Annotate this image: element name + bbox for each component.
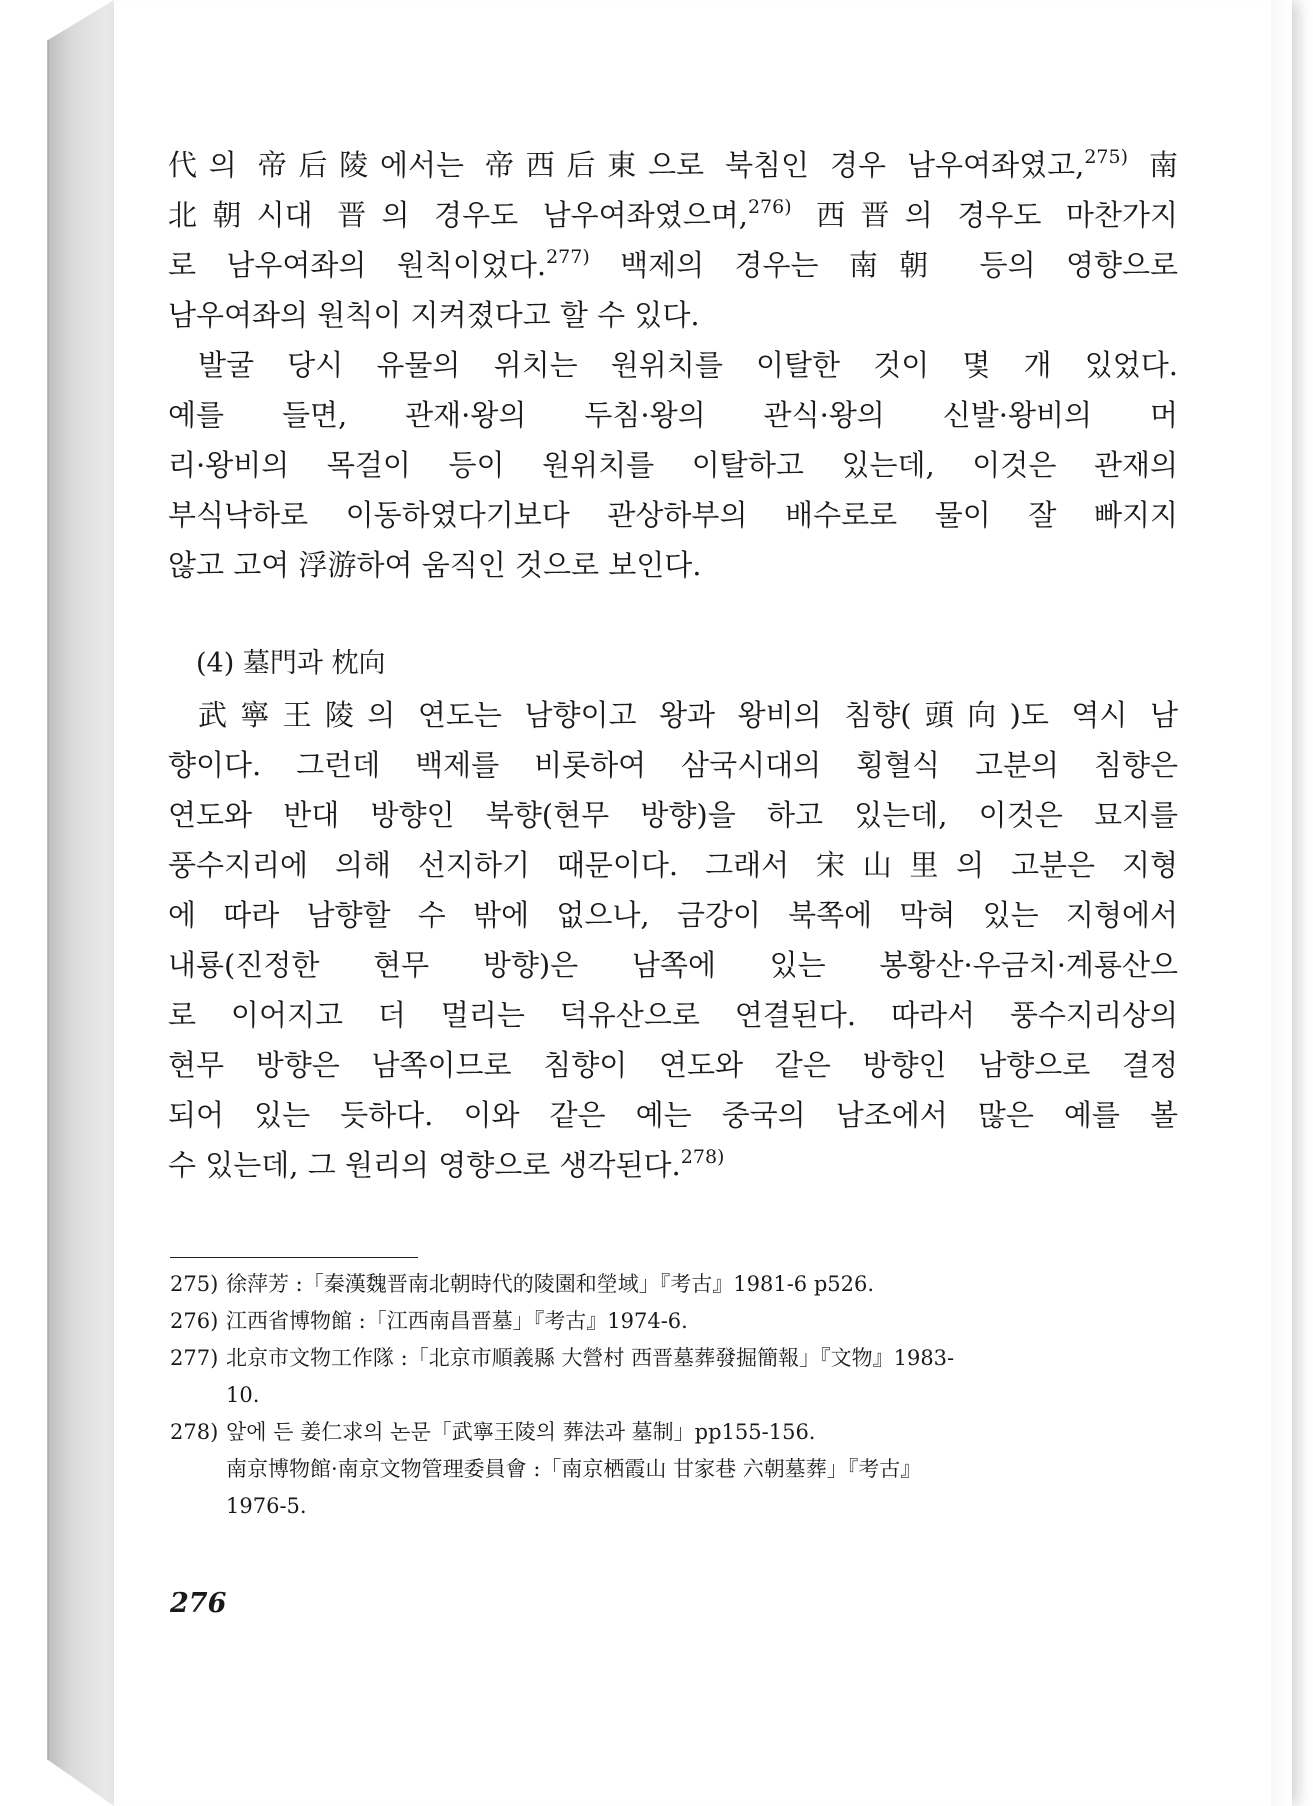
footnote-277 xyxy=(170,1340,1180,1377)
text-line: 향이다. 그런데 백제를 비롯하여 삼국시대의 횡혈식 고분의 침향은 xyxy=(168,748,1178,782)
footnote-ref[interactable]: 275) xyxy=(1084,146,1129,168)
footnote-278 xyxy=(170,1414,1180,1451)
text-line: 풍수지리에 의해 선지하기 때문이다. 그래서 宋山里의 고분은 지형 xyxy=(168,848,1178,882)
text-line: 되어 있는 듯하다. 이와 같은 예는 중국의 남조에서 많은 예를 볼 xyxy=(168,1098,1178,1132)
text-line: 현무 방향은 남쪽이므로 침향이 연도와 같은 방향인 남향으로 결정 xyxy=(168,1048,1178,1082)
footnote-text: 江西省博物館 :「江西南昌晋墓」『考古』1974-6. xyxy=(226,1309,688,1333)
footnote-number: 277) xyxy=(170,1346,219,1370)
footnote-276 xyxy=(170,1303,1180,1340)
book-spine xyxy=(0,0,118,1806)
text-line: 武寧王陵의 연도는 남향이고 왕과 왕비의 침향(頭向)도 역시 남 xyxy=(198,698,1178,732)
footnote-divider xyxy=(170,1257,418,1258)
footnotes xyxy=(170,1266,1180,1525)
text-line: 예를 들면, 관재·왕의 두침·왕의 관식·왕의 신발·왕비의 머 xyxy=(168,398,1178,432)
text-line: 수 있는데, 그 원리의 영향으로 생각된다.$^{278)}$ xyxy=(168,1146,725,1182)
text-line: 남우여좌의 원칙이 지켜졌다고 할 수 있다. xyxy=(168,298,700,332)
section-heading: (4) 墓門과 枕向 xyxy=(196,648,386,679)
footnote-continuation: 1976-5. xyxy=(226,1494,307,1518)
text-line: 로 이어지고 더 멀리는 덕유산으로 연결된다. 따라서 풍수지리상의 xyxy=(168,998,1178,1032)
footnote-text: 앞에 든 姜仁求의 논문「武寧王陵의 葬法과 墓制」pp155-156. xyxy=(226,1420,816,1444)
page-edge xyxy=(1271,0,1292,1806)
footnote-ref[interactable]: 276) xyxy=(747,196,792,218)
text-line: 에 따라 남향할 수 밖에 없으나, 금강이 북쪽에 막혀 있는 지형에서 xyxy=(168,898,1178,932)
text-line: 발굴 당시 유물의 위치는 원위치를 이탈한 것이 몇 개 있었다. xyxy=(198,348,1178,382)
text-line: 않고 고여 浮游하여 움직인 것으로 보인다. xyxy=(168,548,702,582)
footnote-continuation: 10. xyxy=(226,1383,260,1407)
footnote-text: 徐萍芳 :「秦漢魏晋南北朝時代的陵園和塋域」『考古』1981-6 p526. xyxy=(226,1272,875,1296)
text-line: 代의 帝后陵에서는 帝西后東으로 북침인 경우 남우여좌였고,$^{275)}$ 南 xyxy=(168,146,1178,182)
footnote-text: 北京市文物工作隊 :「北京市順義縣 大營村 西晋墓葬發掘簡報」『文物』1983- xyxy=(226,1346,955,1370)
paragraph-3 xyxy=(168,690,1178,1190)
footnote-number: 278) xyxy=(170,1420,219,1444)
footnote-continuation: 南京博物館·南京文物管理委員會 :「南京栖霞山 甘家巷 六朝墓葬」『考古』 xyxy=(226,1457,922,1481)
paragraph-1 xyxy=(168,140,1178,340)
footnote-number: 276) xyxy=(170,1309,219,1333)
text-line: 내룡(진정한 현무 방향)은 남쪽에 있는 봉황산·우금치·계룡산으 xyxy=(168,948,1178,982)
footnote-ref[interactable]: 277) xyxy=(546,246,590,268)
text-line: 北朝시대 晋의 경우도 남우여좌였으며,$^{276)}$ 西晋의 경우도 마찬가지 xyxy=(168,196,1178,232)
page-number: 276 xyxy=(170,1588,227,1619)
footnote-ref[interactable]: 278) xyxy=(680,1146,725,1168)
text-line: 리·왕비의 목걸이 등이 원위치를 이탈하고 있는데, 이것은 관재의 xyxy=(168,448,1178,482)
text-line: 부식낙하로 이동하였다기보다 관상하부의 배수로로 물이 잘 빠지지 xyxy=(168,498,1178,532)
paragraph-2 xyxy=(168,340,1178,590)
text-line: 로 남우여좌의 원칙이었다.$^{277)}$ 백제의 경우는 南朝 등의 영향으로 xyxy=(168,246,1179,282)
footnote-275 xyxy=(170,1266,1180,1303)
footnote-number: 275) xyxy=(170,1272,219,1296)
text-line: 연도와 반대 방향인 북향(현무 방향)을 하고 있는데, 이것은 묘지를 xyxy=(168,798,1178,832)
